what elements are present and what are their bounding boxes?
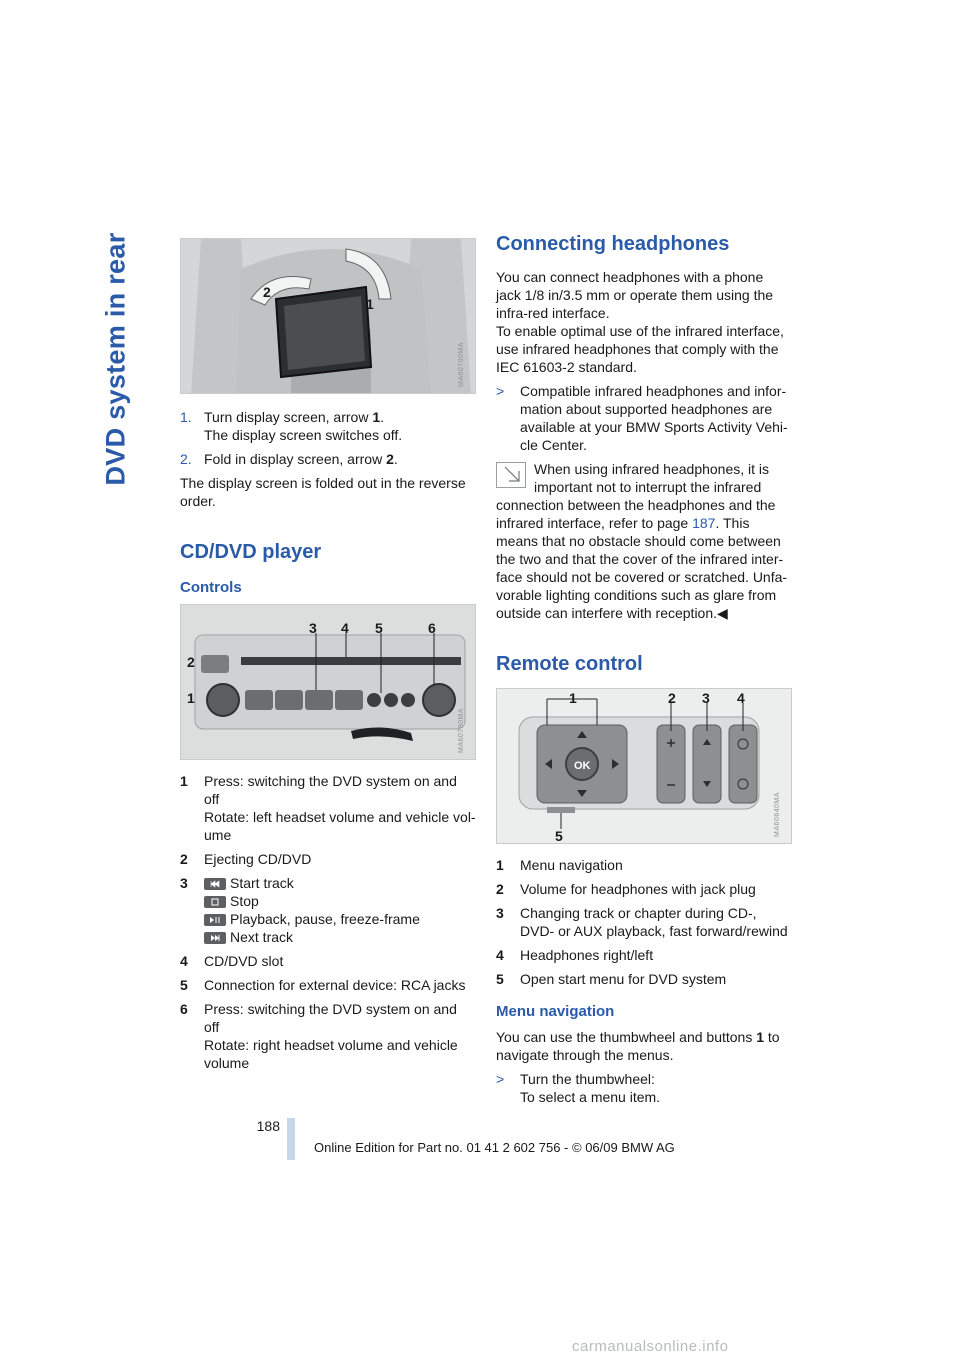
image-callout-5: 5 xyxy=(555,828,563,844)
image-callout-1: 1 xyxy=(187,690,195,706)
list-item: 1 Menu navigation xyxy=(496,857,623,873)
image-watermark: MA60640MA xyxy=(774,792,781,837)
footer-edition-text: Online Edition for Part no. 01 41 2 602 756 - © 06/09 BMW AG xyxy=(314,1140,675,1155)
cd-dvd-heading: CD/DVD player xyxy=(180,541,322,563)
stop-icon xyxy=(204,896,226,908)
headphones-bullet: > Compatible infrared headphones and infor-mation about supported headphones are available at your BMW Sports Activity Vehi-cle Center. xyxy=(496,383,788,453)
fold-steps-list xyxy=(180,408,476,468)
fold-out-paragraph: The display screen is folded out in the reverse order. xyxy=(180,475,466,509)
controls-heading: Controls xyxy=(180,579,242,596)
list-item: 2 Volume for headphones with jack plug xyxy=(496,881,756,897)
right-column xyxy=(496,232,792,1112)
next-track-icon xyxy=(204,932,226,944)
list-item: 4 CD/DVD slot xyxy=(180,953,284,969)
controls-image xyxy=(180,604,476,760)
image-callout-4: 4 xyxy=(341,620,349,636)
end-mark-icon: ◀ xyxy=(717,605,728,621)
menu-navigation-bullet: > Turn the thumbwheel: To select a menu item. xyxy=(496,1071,661,1105)
image-callout-3: 3 xyxy=(309,620,317,636)
step-text: Turn display screen, arrow xyxy=(204,409,373,425)
image-callout-1: 1 xyxy=(569,690,577,706)
step-text: Fold in display screen, arrow xyxy=(204,451,387,467)
image-callout-2: 2 xyxy=(668,690,676,706)
page-link[interactable]: 187 xyxy=(692,515,716,531)
note-block: When using infrared headphones, it is important not to interrupt the infrared connection between the headphones and the infrared interface, refer to page 187. This means that no obstacle should come between the two and that the cover of the infrared inter-face should not be covered or scratched. Unfa-vorable lighting conditions such as glare from outside can interfere with reception.◀ xyxy=(496,461,788,621)
list-item: 3 Changing track or chapter during CD-, DVD- or AUX playback, fast forward/rewind xyxy=(496,905,788,939)
display-screen-image xyxy=(180,238,476,394)
image-callout-2: 2 xyxy=(263,284,271,300)
remote-list xyxy=(496,856,792,988)
list-item: 4 Headphones right/left xyxy=(496,947,654,963)
image-callout-4: 4 xyxy=(737,690,745,706)
list-item: 3 Start track Stop Playback, pause, freeze-frame Next track xyxy=(180,875,420,945)
controls-list xyxy=(180,772,476,1072)
list-item: 6 Press: switching the DVD system on and off Rotate: right headset volume and vehicle volume xyxy=(180,1001,458,1071)
side-title-text: DVD system in rear xyxy=(100,232,131,486)
ok-button-label: OK xyxy=(574,760,591,772)
section-side-title xyxy=(96,232,136,512)
remote-control-illustration xyxy=(497,689,792,844)
step-number: 1. xyxy=(180,409,192,425)
list-item: 2. Fold in display screen, arrow 2. xyxy=(180,451,398,467)
image-callout-5: 5 xyxy=(375,620,383,636)
display-screen-illustration xyxy=(181,239,476,394)
list-item: 1 Press: switching the DVD system on and off Rotate: left headset volume and vehicle vol-ume xyxy=(180,773,476,843)
image-callout-6: 6 xyxy=(428,620,436,636)
page-number: 188 xyxy=(256,1118,280,1134)
image-callout-3: 3 xyxy=(702,690,710,706)
step-subtext: The display screen switches off. xyxy=(204,427,403,443)
play-pause-icon xyxy=(204,914,226,926)
image-callout-1: 1 xyxy=(366,296,374,312)
left-column xyxy=(180,238,476,1078)
menu-navigation-heading: Menu navigation xyxy=(496,1003,615,1020)
remote-control-heading: Remote control xyxy=(496,653,643,675)
footer-accent-bar xyxy=(287,1118,295,1160)
headphones-heading: Connecting headphones xyxy=(496,233,730,255)
site-watermark: carmanualsonline.info xyxy=(572,1338,729,1355)
image-watermark: MA60790MA xyxy=(458,708,465,753)
list-item: 1. Turn display screen, arrow 1. The display screen switches off. xyxy=(180,409,403,443)
step-number: 2. xyxy=(180,451,192,467)
headphones-paragraph-1: You can connect headphones with a phone jack 1/8 in/3.5 mm or operate them using the infra-red interface. xyxy=(496,269,774,321)
image-watermark: MA60700MA xyxy=(458,342,465,387)
menu-navigation-paragraph: You can use the thumbwheel and buttons 1 to navigate through the menus. xyxy=(496,1029,780,1063)
list-item: 2 Ejecting CD/DVD xyxy=(180,851,312,867)
start-track-icon xyxy=(204,878,226,890)
remote-control-image xyxy=(496,688,792,844)
note-arrow-icon xyxy=(496,462,526,488)
list-item: 5 Connection for external device: RCA jacks xyxy=(180,977,466,993)
list-item: 5 Open start menu for DVD system xyxy=(496,971,727,987)
image-callout-2: 2 xyxy=(187,654,195,670)
headphones-paragraph-2: To enable optimal use of the infrared interface, use infrared headphones that comply with the IEC 61603-2 standard. xyxy=(496,323,784,375)
